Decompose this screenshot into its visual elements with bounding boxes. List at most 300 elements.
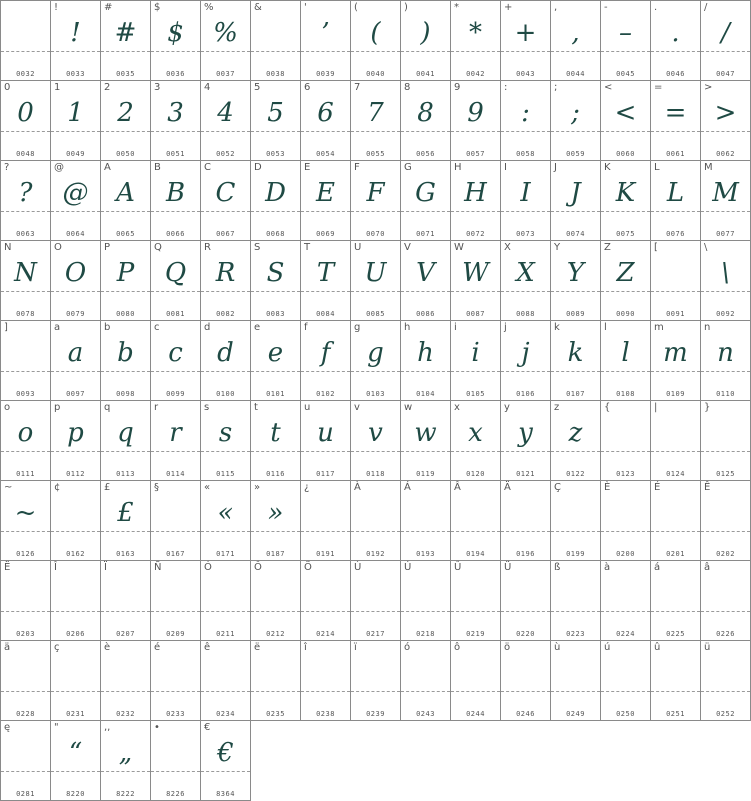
glyph-code: 0112 — [66, 470, 85, 478]
glyph-label: @ — [54, 162, 64, 173]
glyph-cell — [351, 561, 401, 641]
glyph-cell — [351, 81, 401, 161]
glyph-code: 0211 — [216, 630, 235, 638]
glyph-sample — [601, 573, 650, 613]
glyph-cell — [451, 561, 501, 641]
glyph-code: 0224 — [616, 630, 635, 638]
glyph-label: û — [654, 642, 661, 653]
glyph-code: 0218 — [416, 630, 435, 638]
glyph-label: 5 — [254, 82, 261, 93]
glyph-cell — [501, 481, 551, 561]
glyph-code: 0073 — [516, 230, 535, 238]
glyph-sample — [601, 653, 650, 693]
glyph-cell — [601, 241, 651, 321]
glyph-sample: ? — [18, 178, 33, 208]
glyph-cell — [451, 1, 501, 81]
glyph-cell — [201, 721, 251, 801]
glyph-label: c — [154, 322, 160, 333]
glyph-label: h — [404, 322, 411, 333]
glyph-cell — [251, 401, 301, 481]
glyph-label: Q — [154, 242, 162, 253]
glyph-sample: : — [521, 98, 530, 128]
glyph-sample — [151, 733, 200, 773]
glyph-code: 0171 — [216, 550, 235, 558]
glyph-code: 0187 — [266, 550, 285, 558]
glyph-code: 0109 — [666, 390, 685, 398]
glyph-sample: p — [67, 418, 84, 448]
glyph-code: 0071 — [416, 230, 435, 238]
glyph-cell — [151, 641, 201, 721]
glyph-sample: c — [168, 338, 183, 368]
glyph-code: 0225 — [666, 630, 685, 638]
glyph-code: 0070 — [366, 230, 385, 238]
glyph-code: 0191 — [316, 550, 335, 558]
glyph-label: ù — [554, 642, 561, 653]
glyph-label: o — [4, 402, 11, 413]
glyph-label: Ü — [504, 562, 512, 573]
glyph-sample: a — [67, 338, 84, 368]
glyph-sample: ( — [370, 18, 381, 48]
glyph-sample: B — [165, 178, 186, 208]
glyph-sample — [1, 13, 50, 53]
glyph-code: 0053 — [266, 150, 285, 158]
glyph-label: a — [54, 322, 61, 333]
glyph-sample: 2 — [117, 98, 134, 128]
glyph-code: 0062 — [716, 150, 735, 158]
glyph-sample: D — [265, 178, 286, 208]
glyph-code: 0084 — [316, 310, 335, 318]
glyph-code: 0043 — [516, 70, 535, 78]
glyph-cell — [651, 1, 701, 81]
glyph-code: 0119 — [416, 470, 435, 478]
glyph-sample — [1, 333, 50, 373]
glyph-code: 0080 — [116, 310, 135, 318]
glyph-code: 0046 — [666, 70, 685, 78]
glyph-label: O — [54, 242, 62, 253]
glyph-sample: n — [717, 338, 734, 368]
glyph-cell — [51, 81, 101, 161]
glyph-code: 0123 — [616, 470, 635, 478]
glyph-cell — [551, 81, 601, 161]
glyph-sample: > — [714, 98, 737, 128]
glyph-code: 0125 — [716, 470, 735, 478]
glyph-sample — [701, 653, 750, 693]
glyph-code: 0194 — [466, 550, 485, 558]
glyph-label: D — [254, 162, 262, 173]
glyph-cell — [401, 561, 451, 641]
glyph-cell — [301, 241, 351, 321]
glyph-sample: u — [317, 418, 334, 448]
glyph-code: 0103 — [366, 390, 385, 398]
glyph-label: $ — [154, 2, 161, 13]
glyph-label: g — [354, 322, 361, 333]
glyph-label: L — [654, 162, 660, 173]
glyph-cell — [701, 1, 751, 81]
glyph-sample: / — [721, 18, 730, 48]
glyph-code: 0058 — [516, 150, 535, 158]
glyph-code: 0059 — [566, 150, 585, 158]
glyph-label: b — [104, 322, 111, 333]
glyph-cell — [651, 481, 701, 561]
glyph-cell — [151, 401, 201, 481]
glyph-sample: 6 — [317, 98, 334, 128]
glyph-cell — [1, 81, 51, 161]
glyph-label: N — [4, 242, 12, 253]
glyph-cell — [101, 401, 151, 481]
glyph-code: 0097 — [66, 390, 85, 398]
glyph-cell — [451, 481, 501, 561]
glyph-code: 0199 — [566, 550, 585, 558]
glyph-code: 0063 — [16, 230, 35, 238]
glyph-sample: F — [366, 178, 385, 208]
glyph-code: 0057 — [466, 150, 485, 158]
glyph-cell — [451, 81, 501, 161]
glyph-sample: @ — [62, 178, 89, 208]
glyph-code: 0072 — [466, 230, 485, 238]
glyph-code: 0201 — [666, 550, 685, 558]
glyph-cell — [201, 1, 251, 81]
glyph-sample — [601, 493, 650, 533]
glyph-label: t — [254, 402, 258, 413]
glyph-sample: M — [712, 178, 739, 208]
glyph-label: È — [604, 482, 611, 493]
glyph-cell — [51, 1, 101, 81]
glyph-cell — [201, 161, 251, 241]
glyph-code: 0252 — [716, 710, 735, 718]
glyph-sample — [501, 573, 550, 613]
glyph-code: 0042 — [466, 70, 485, 78]
glyph-cell — [51, 401, 101, 481]
glyph-sample: G — [415, 178, 436, 208]
glyph-code: 0056 — [416, 150, 435, 158]
glyph-sample — [251, 13, 300, 53]
glyph-code: 8226 — [166, 790, 185, 798]
glyph-sample — [101, 653, 150, 693]
glyph-label: B — [154, 162, 161, 173]
glyph-cell — [251, 561, 301, 641]
glyph-sample — [201, 653, 250, 693]
glyph-label: é — [154, 642, 161, 653]
glyph-label: > — [704, 82, 713, 93]
glyph-sample: z — [568, 418, 583, 448]
glyph-cell — [601, 161, 651, 241]
glyph-code: 0122 — [566, 470, 585, 478]
glyph-code: 0232 — [116, 710, 135, 718]
glyph-sample: L — [666, 178, 685, 208]
glyph-code: 0036 — [166, 70, 185, 78]
glyph-code: 0051 — [166, 150, 185, 158]
glyph-label: f — [304, 322, 308, 333]
glyph-label: W — [454, 242, 464, 253]
glyph-label: Ó — [204, 562, 212, 573]
glyph-sample: d — [217, 338, 234, 368]
glyph-cell — [351, 1, 401, 81]
glyph-cell — [651, 321, 701, 401]
glyph-code: 8220 — [66, 790, 85, 798]
glyph-sample: » — [267, 498, 284, 528]
glyph-cell — [651, 241, 701, 321]
glyph-sample: ; — [571, 98, 580, 128]
glyph-sample: ’ — [321, 18, 330, 48]
glyph-code: 0193 — [416, 550, 435, 558]
glyph-code: 0207 — [116, 630, 135, 638]
glyph-label: ü — [704, 642, 711, 653]
glyph-sample — [301, 493, 350, 533]
glyph-cell — [1, 561, 51, 641]
glyph-sample: E — [316, 178, 335, 208]
glyph-code: 0090 — [616, 310, 635, 318]
glyph-label: [ — [654, 242, 658, 253]
glyph-label: 1 — [54, 82, 61, 93]
glyph-sample — [301, 573, 350, 613]
glyph-code: 0069 — [316, 230, 335, 238]
glyph-sample: ~ — [14, 498, 37, 528]
glyph-label: 4 — [204, 82, 211, 93]
glyph-label: ¿ — [304, 482, 310, 493]
glyph-label: { — [604, 402, 611, 413]
glyph-sample — [151, 493, 200, 533]
glyph-sample: = — [664, 98, 687, 128]
glyph-label: * — [454, 2, 459, 13]
glyph-sample: y — [518, 418, 533, 448]
glyph-label: = — [654, 82, 663, 93]
glyph-cell — [51, 481, 101, 561]
glyph-cell — [451, 401, 501, 481]
glyph-code: 0047 — [716, 70, 735, 78]
glyph-sample — [701, 573, 750, 613]
glyph-label: x — [454, 402, 460, 413]
glyph-cell — [101, 641, 151, 721]
glyph-sample — [451, 493, 500, 533]
glyph-cell — [351, 161, 401, 241]
glyph-label: 9 — [454, 82, 461, 93]
glyph-code: 0120 — [466, 470, 485, 478]
glyph-sample: l — [621, 338, 630, 368]
glyph-label: E — [304, 162, 311, 173]
glyph-code: 0126 — [16, 550, 35, 558]
glyph-cell — [351, 321, 401, 401]
glyph-label: Y — [554, 242, 561, 253]
glyph-code: 0054 — [316, 150, 335, 158]
glyph-label: ä — [4, 642, 11, 653]
glyph-code: 0200 — [616, 550, 635, 558]
glyph-code: 0077 — [716, 230, 735, 238]
glyph-code: 0079 — [66, 310, 85, 318]
glyph-code: 0098 — [116, 390, 135, 398]
glyph-label: P — [104, 242, 111, 253]
glyph-cell — [151, 721, 201, 801]
glyph-cell — [551, 481, 601, 561]
glyph-code: 0078 — [16, 310, 35, 318]
glyph-label: A — [104, 162, 111, 173]
glyph-code: 0251 — [666, 710, 685, 718]
glyph-sample: 5 — [267, 98, 284, 128]
glyph-label: « — [204, 482, 211, 493]
glyph-sample: $ — [167, 18, 184, 48]
glyph-sample: e — [267, 338, 284, 368]
glyph-code: 0249 — [566, 710, 585, 718]
glyph-sample — [201, 573, 250, 613]
glyph-cell — [101, 81, 151, 161]
glyph-sample: « — [217, 498, 234, 528]
glyph-cell — [451, 321, 501, 401]
glyph-cell — [151, 81, 201, 161]
glyph-label: 3 — [154, 82, 161, 93]
glyph-sample: < — [614, 98, 637, 128]
glyph-cell — [451, 161, 501, 241]
glyph-label: Ñ — [154, 562, 162, 573]
glyph-label: u — [304, 402, 311, 413]
glyph-sample: r — [169, 418, 182, 448]
glyph-sample: Z — [616, 258, 635, 288]
glyph-sample: k — [567, 338, 584, 368]
glyph-label: I — [504, 162, 507, 173]
glyph-cell — [451, 641, 501, 721]
glyph-label: \ — [704, 242, 708, 253]
glyph-label: ï — [354, 642, 357, 653]
glyph-cell — [351, 401, 401, 481]
glyph-cell — [601, 401, 651, 481]
glyph-code: 0087 — [466, 310, 485, 318]
glyph-code: 0124 — [666, 470, 685, 478]
glyph-cell — [501, 1, 551, 81]
glyph-label: ) — [404, 2, 408, 13]
glyph-label: d — [204, 322, 211, 333]
glyph-code: 0235 — [266, 710, 285, 718]
glyph-label: Î — [54, 562, 57, 573]
glyph-sample — [1, 653, 50, 693]
glyph-code: 0121 — [516, 470, 535, 478]
glyph-label: 0 — [4, 82, 11, 93]
glyph-cell — [51, 161, 101, 241]
glyph-cell — [151, 1, 201, 81]
glyph-cell — [151, 241, 201, 321]
glyph-label: % — [204, 2, 214, 13]
glyph-sample — [351, 573, 400, 613]
glyph-code: 0083 — [266, 310, 285, 318]
glyph-cell — [101, 1, 151, 81]
glyph-sample — [401, 653, 450, 693]
glyph-code: 0075 — [616, 230, 635, 238]
glyph-sample: # — [114, 18, 137, 48]
glyph-cell — [651, 561, 701, 641]
glyph-code: 0238 — [316, 710, 335, 718]
glyph-sample: 0 — [17, 98, 34, 128]
glyph-cell — [1, 721, 51, 801]
glyph-label: j — [504, 322, 507, 333]
glyph-sample: € — [217, 738, 234, 768]
glyph-cell — [101, 241, 151, 321]
glyph-cell — [401, 81, 451, 161]
glyph-label: Û — [454, 562, 462, 573]
glyph-cell — [601, 1, 651, 81]
glyph-sample: 3 — [167, 98, 184, 128]
glyph-label: q — [104, 402, 111, 413]
glyph-cell — [151, 481, 201, 561]
glyph-sample: t — [270, 418, 281, 448]
glyph-sample — [651, 413, 700, 453]
glyph-cell — [301, 481, 351, 561]
glyph-code: 0234 — [216, 710, 235, 718]
glyph-code: 0117 — [316, 470, 335, 478]
glyph-code: 0244 — [466, 710, 485, 718]
glyph-label: ô — [454, 642, 461, 653]
glyph-label: É — [654, 482, 661, 493]
glyph-code: 0066 — [166, 230, 185, 238]
glyph-cell — [251, 241, 301, 321]
glyph-label: À — [354, 482, 361, 493]
glyph-cell — [1, 321, 51, 401]
glyph-label: < — [604, 82, 613, 93]
glyph-code: 0049 — [66, 150, 85, 158]
glyph-sample: O — [64, 258, 87, 288]
glyph-sample — [251, 573, 300, 613]
glyph-label: U — [354, 242, 362, 253]
glyph-sample: j — [521, 338, 530, 368]
glyph-label: Ä — [504, 482, 511, 493]
glyph-label: » — [254, 482, 261, 493]
glyph-code: 0219 — [466, 630, 485, 638]
glyph-cell — [401, 161, 451, 241]
glyph-sample — [51, 573, 100, 613]
glyph-code: 0076 — [666, 230, 685, 238]
glyph-label: + — [504, 2, 513, 13]
glyph-code: 0050 — [116, 150, 135, 158]
glyph-sample: £ — [117, 498, 134, 528]
glyph-sample — [1, 573, 50, 613]
glyph-label: ú — [604, 642, 611, 653]
glyph-label: Ù — [354, 562, 362, 573]
glyph-label: ! — [54, 2, 59, 13]
glyph-sample: v — [368, 418, 383, 448]
glyph-code: 0085 — [366, 310, 385, 318]
glyph-cell — [101, 721, 151, 801]
glyph-sample — [151, 653, 200, 693]
glyph-label: m — [654, 322, 664, 333]
glyph-label: S — [254, 242, 261, 253]
glyph-cell — [1, 1, 51, 81]
glyph-sample: o — [17, 418, 34, 448]
glyph-cell — [651, 401, 701, 481]
glyph-cell — [501, 401, 551, 481]
glyph-cell — [401, 1, 451, 81]
glyph-label: & — [254, 2, 262, 13]
glyph-sample: * — [469, 18, 482, 48]
glyph-cell — [401, 481, 451, 561]
glyph-label: ~ — [4, 482, 13, 493]
glyph-cell — [151, 321, 201, 401]
glyph-label: 2 — [104, 82, 111, 93]
glyph-code: 0107 — [566, 390, 585, 398]
glyph-cell — [551, 241, 601, 321]
glyph-label: ö — [504, 642, 511, 653]
glyph-cell — [701, 641, 751, 721]
glyph-sample: U — [364, 258, 387, 288]
glyph-label: ë — [254, 642, 261, 653]
glyph-code: 0209 — [166, 630, 185, 638]
glyph-cell — [51, 321, 101, 401]
glyph-code: 0231 — [66, 710, 85, 718]
glyph-label: l — [604, 322, 607, 333]
glyph-cell — [601, 641, 651, 721]
glyph-cell — [251, 481, 301, 561]
glyph-cell — [101, 561, 151, 641]
glyph-label: ' — [304, 2, 307, 13]
glyph-cell — [351, 641, 401, 721]
glyph-code: 0246 — [516, 710, 535, 718]
glyph-sample: 4 — [217, 98, 234, 128]
glyph-cell — [551, 641, 601, 721]
